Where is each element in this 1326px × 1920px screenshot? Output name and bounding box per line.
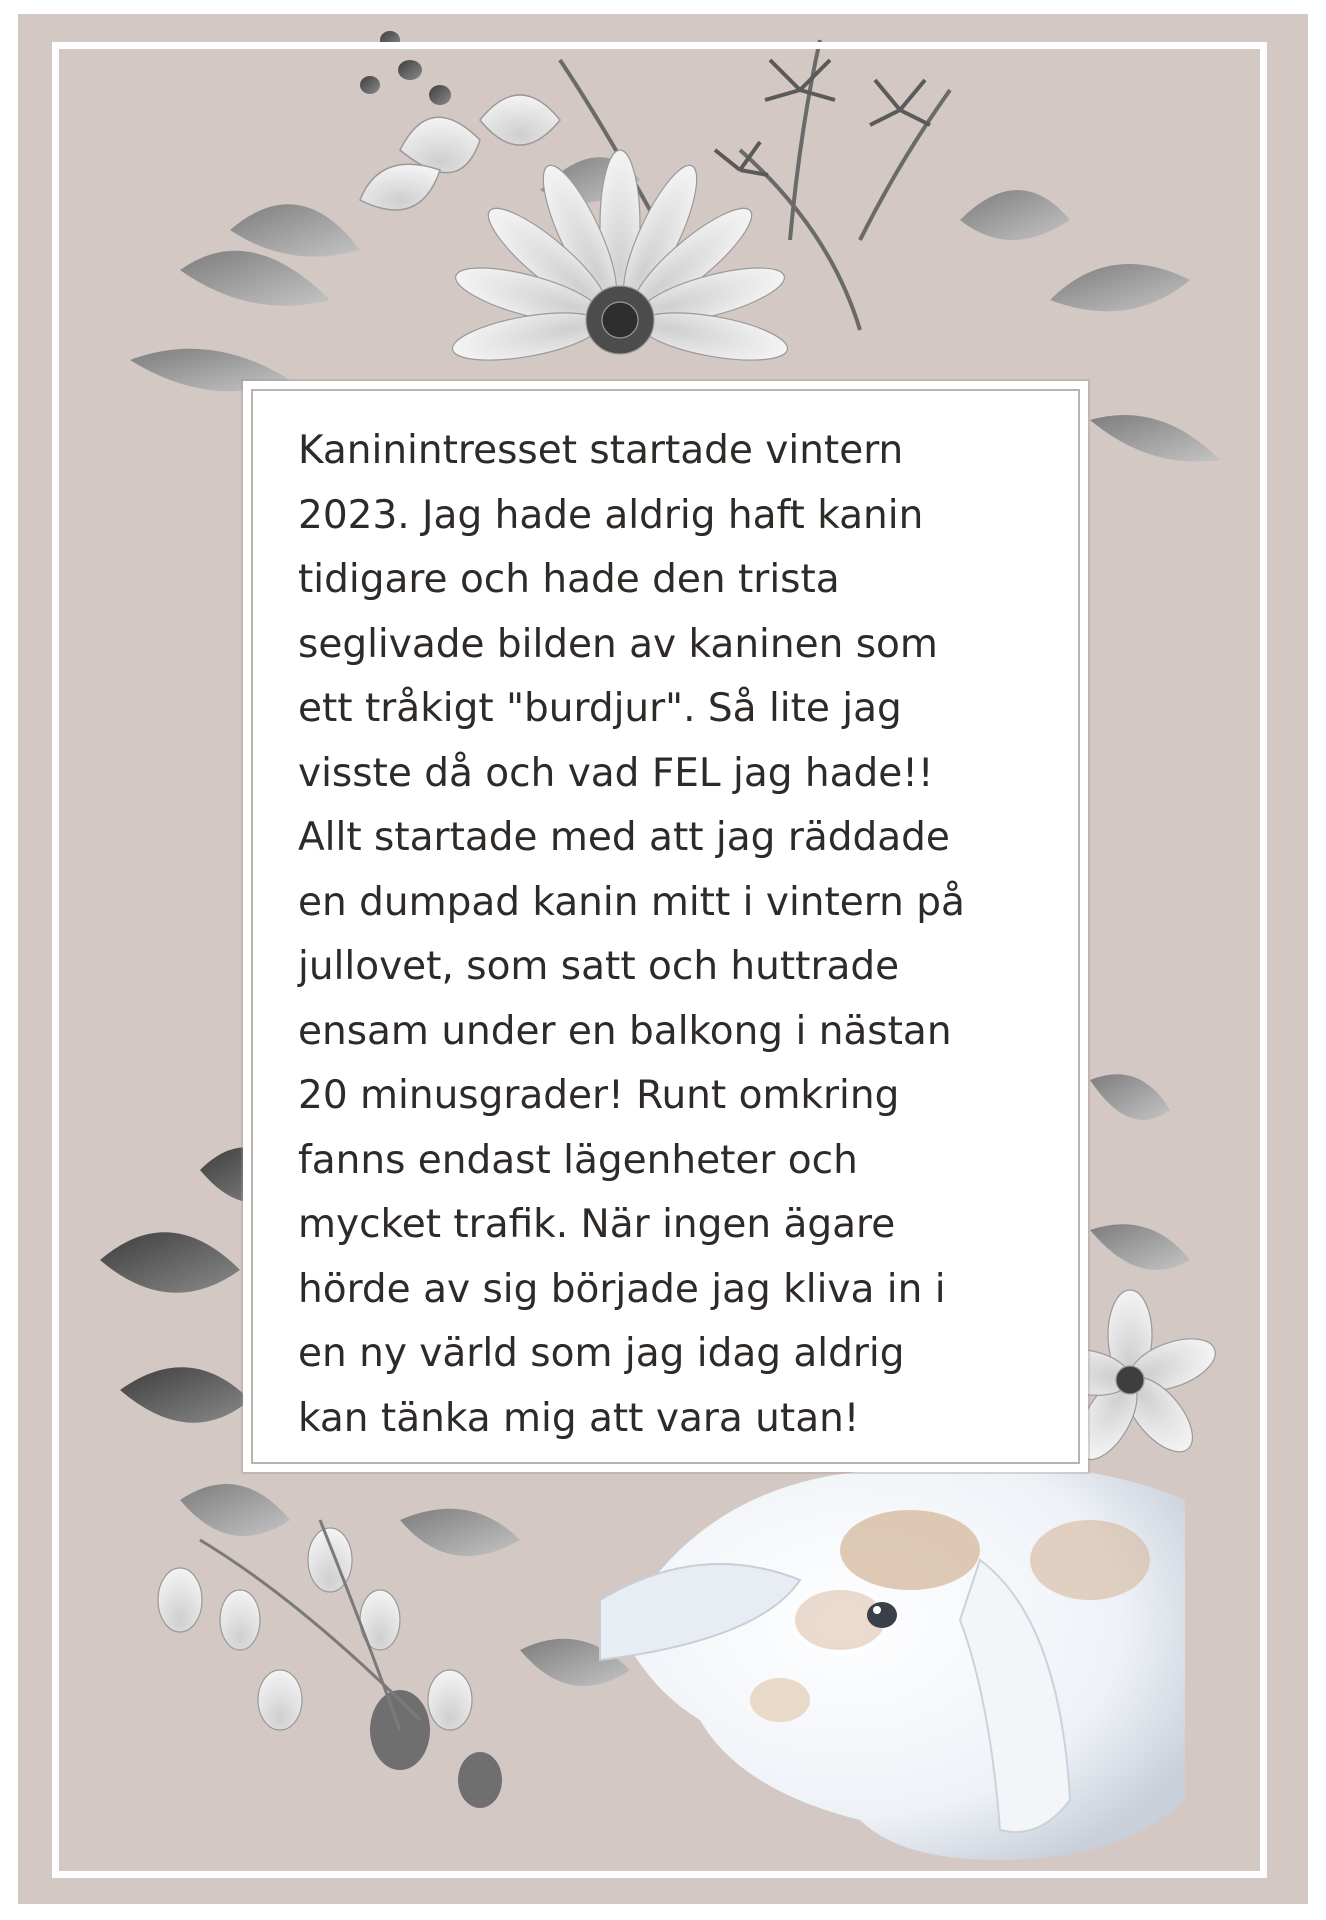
text-card: [243, 381, 1088, 1472]
story-text: Kaninintresset startade vintern 2023. Jag hade aldrig haft kanin tidigare och hade den trista seglivade bilden av kaninen som ett tråkigt "burdjur". Så lite jag visste då och vad FEL jag hade!! Allt startade med att jag räddade en dumpad kanin mitt i vintern på jullovet, som satt och huttrade ensam under en balkong i nästan 20 minusgrader! Runt omkring fanns endast lägenheter och mycket trafik. När ingen ägare hörde av sig började jag kliva in i en ny värld som jag idag aldrig kan tänka mig att vara utan!: [298, 428, 965, 1441]
